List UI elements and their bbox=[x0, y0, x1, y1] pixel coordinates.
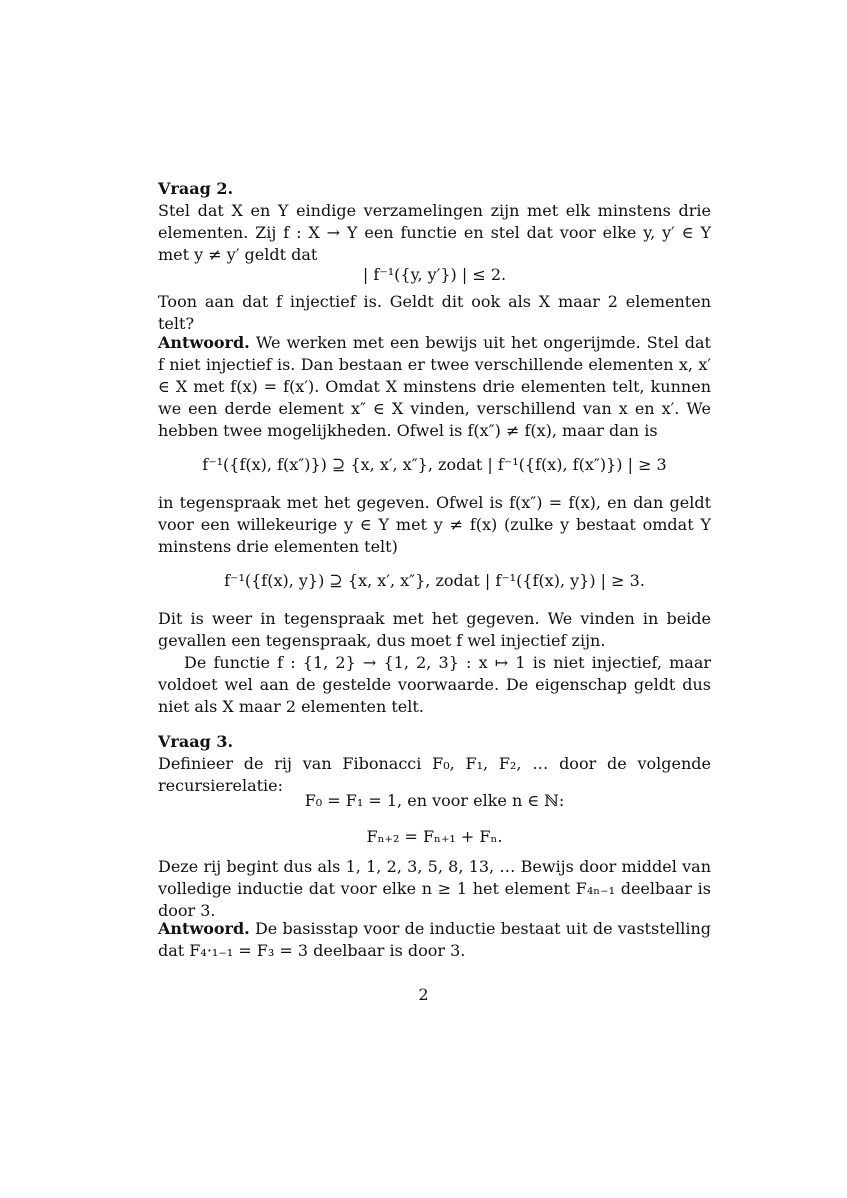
answer-2 bbox=[158, 332, 711, 442]
question-3-equation-1: F₀ = F₁ = 1, en voor elke n ∈ ℕ: bbox=[304, 791, 565, 810]
question-3-question: Deze rij begint dus als 1, 1, 2, 3, 5, 8, 13, … Bewijs door middel van volledige inductie dat voor elke n ≥ 1 het element F₄ₙ₋₁ deelbaar is door 3. bbox=[158, 857, 711, 920]
question-2-text: Stel dat X en Y eindige verzamelingen zijn met elk minstens drie elementen. Zij f : X → Y een functie en stel dat voor elke y, y′ ∈ Y met y ≠ y′ geldt dat bbox=[158, 201, 711, 264]
answer-2-equation-2: f⁻¹({f(x), y}) ⊇ {x, x′, x″}, zodat | f⁻¹({f(x), y}) | ≥ 3. bbox=[224, 571, 645, 590]
answer-2-equation-1: f⁻¹({f(x), f(x″)}) ⊇ {x, x′, x″}, zodat | f⁻¹({f(x), f(x″)}) | ≥ 3 bbox=[202, 455, 667, 474]
question-2 bbox=[158, 178, 711, 266]
answer-2-paragraph-3: Dit is weer in tegenspraak met het gegeven. We vinden in beide gevallen een tegenspraak, dus moet f wel injectief zijn. bbox=[158, 609, 711, 650]
answer-2-paragraph-2: in tegenspraak met het gegeven. Ofwel is f(x″) = f(x), en dan geldt voor een willekeurige y ∈ Y met y ≠ f(x) (zulke y bestaat omdat Y minstens drie elementen telt) bbox=[158, 493, 711, 556]
question-3-heading: Vraag 3. bbox=[158, 732, 234, 751]
question-2-formula: | f⁻¹({y, y′}) | ≤ 2. bbox=[362, 265, 507, 284]
answer-2-heading: Antwoord. bbox=[158, 333, 250, 352]
answer-2-paragraph-1: We werken met een bewijs uit het ongerijmde. Stel dat f niet injectief is. Dan bestaan er twee verschillende elementen x, x′ ∈ X met f(x) = f(x′). Omdat X minstens drie elementen telt, kunnen we een derde element x″ ∈ X vinden, verschillend van x en x′. We hebben twee mogelijkheden. Ofwel is f(x″) ≠ f(x), maar dan is bbox=[158, 333, 711, 440]
question-2-question: Toon aan dat f injectief is. Geldt dit ook als X maar 2 elementen telt? bbox=[158, 292, 711, 333]
answer-3 bbox=[158, 918, 711, 962]
question-3-equation-2: Fₙ₊₂ = Fₙ₊₁ + Fₙ. bbox=[366, 827, 503, 846]
answer-3-heading: Antwoord. bbox=[158, 919, 250, 938]
page-number: 2 bbox=[418, 985, 429, 1004]
question-3 bbox=[158, 731, 711, 797]
answer-3-text: De basisstap voor de inductie bestaat uit de vaststelling dat F₄·₁₋₁ = F₃ = 3 deelbaar is door 3. bbox=[158, 919, 711, 960]
question-2-heading: Vraag 2. bbox=[158, 179, 234, 198]
question-3-text: Definieer de rij van Fibonacci F₀, F₁, F₂, … door de volgende recursierelatie: bbox=[158, 754, 711, 795]
answer-2-paragraph-4: De functie f : {1, 2} → {1, 2, 3} : x ↦ 1 is niet injectief, maar voldoet wel aan de gestelde voorwaarde. De eigenschap geldt dus niet als X maar 2 elementen telt. bbox=[158, 653, 711, 716]
